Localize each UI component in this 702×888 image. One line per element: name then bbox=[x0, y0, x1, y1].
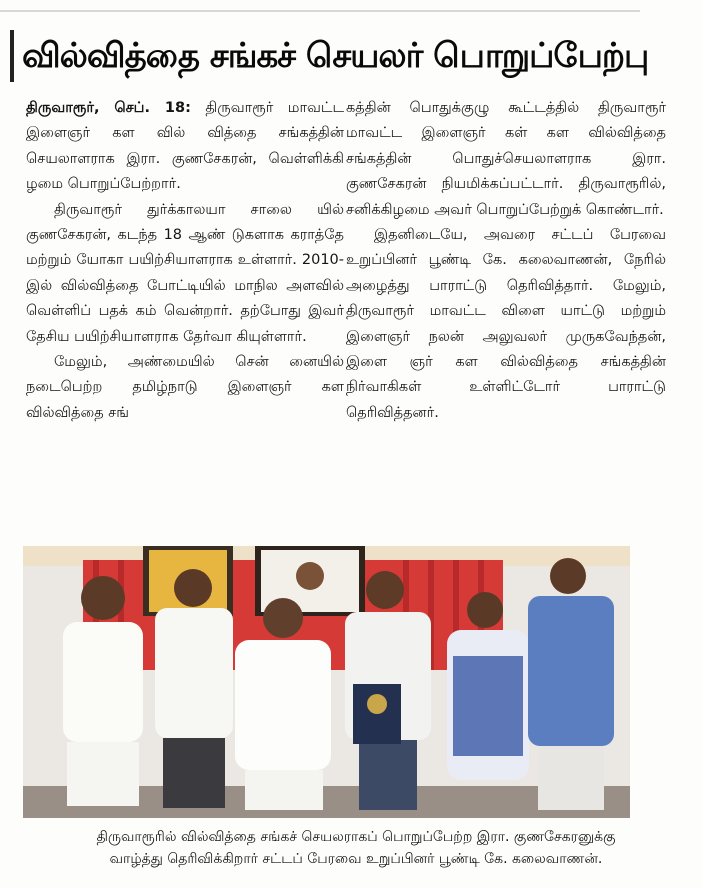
paragraph-text: திருவாரூர் மாவட்ட இளைஞர் கள வில் வித்தை சங்கத்தின் செயலாளராக இரா. குணசேகரன், வெள்ளிக்கி ழமை பொறுப்பேற்றார். bbox=[26, 100, 344, 193]
photo-caption bbox=[26, 826, 686, 870]
article-column-left bbox=[26, 96, 344, 528]
article-column-right bbox=[346, 96, 666, 528]
news-photo bbox=[23, 546, 630, 818]
headline-bar bbox=[10, 30, 14, 82]
caption-line: வாழ்த்து தெரிவிக்கிறார் சட்டப் பேரவை உறுப்பினர் பூண்டி கே. கலைவாணன். bbox=[109, 851, 603, 867]
article-paragraph: இதனிடையே, அவரை சட்டப் பேரவை உறுப்பினர் பூண்டி கே. கலைவாணன், நேரில் அழைத்து பாராட்டு தெரிவித்தார். மேலும், திருவாரூர் மாவட்ட விளை யாட்டு மற்றும் இளைஞர் நலன் அலுவலர் முருகவேந்தன், இளை ஞர் கள வில்வித்தை சங்கத்தின் நிர்வாகிகள் உள்ளிட்டோர் பாராட்டு தெரிவித்தனர். bbox=[346, 227, 666, 421]
group-photo-illustration bbox=[23, 546, 630, 818]
caption-line: திருவாரூரில் வில்வித்தை சங்கச் செயலராகப் பொறுப்பேற்ற இரா. குணசேகரனுக்கு bbox=[96, 829, 616, 845]
article-paragraph: திருவாரூர் துர்க்காலயா சாலை யில் குணசேகரன், கடந்த 18 ஆண் டுகளாக கராத்தே மற்றும் யோகா பயிற்சியாளராக உள்ளார். 2010-இல் வில்வித்தை போட்டியில் மாநில அளவில் வெள்ளிப் பதக் கம் வென்றார். தற்போது இவர் தேசிய பயிற்சியாளராக தேர்வா கியுள்ளார். bbox=[26, 201, 344, 345]
article-paragraph: மேலும், அண்மையில் சென் னையில் நடைபெற்ற தமிழ்நாடு இளைஞர் கள வில்வித்தை சங் bbox=[26, 354, 344, 421]
dateline: திருவாரூர், செப். 18: bbox=[26, 100, 191, 116]
headline: வில்வித்தை சங்கச் செயலர் பொறுப்பேற்பு bbox=[22, 36, 649, 76]
article-paragraph bbox=[26, 96, 344, 198]
top-rule bbox=[0, 10, 640, 12]
article-paragraph: கத்தின் பொதுக்குழு கூட்டத்தில் திருவாரூர் மாவட்ட இளைஞர் கள் கள வில்வித்தை சங்கத்தின் பொதுச்செயலாளராக இரா. குணசேகரன் நியமிக்கப்பட்டார். திருவாரூரில், சனிக்கிழமை அவர் பொறுப்பேற்றுக் கொண்டார். bbox=[346, 100, 666, 218]
